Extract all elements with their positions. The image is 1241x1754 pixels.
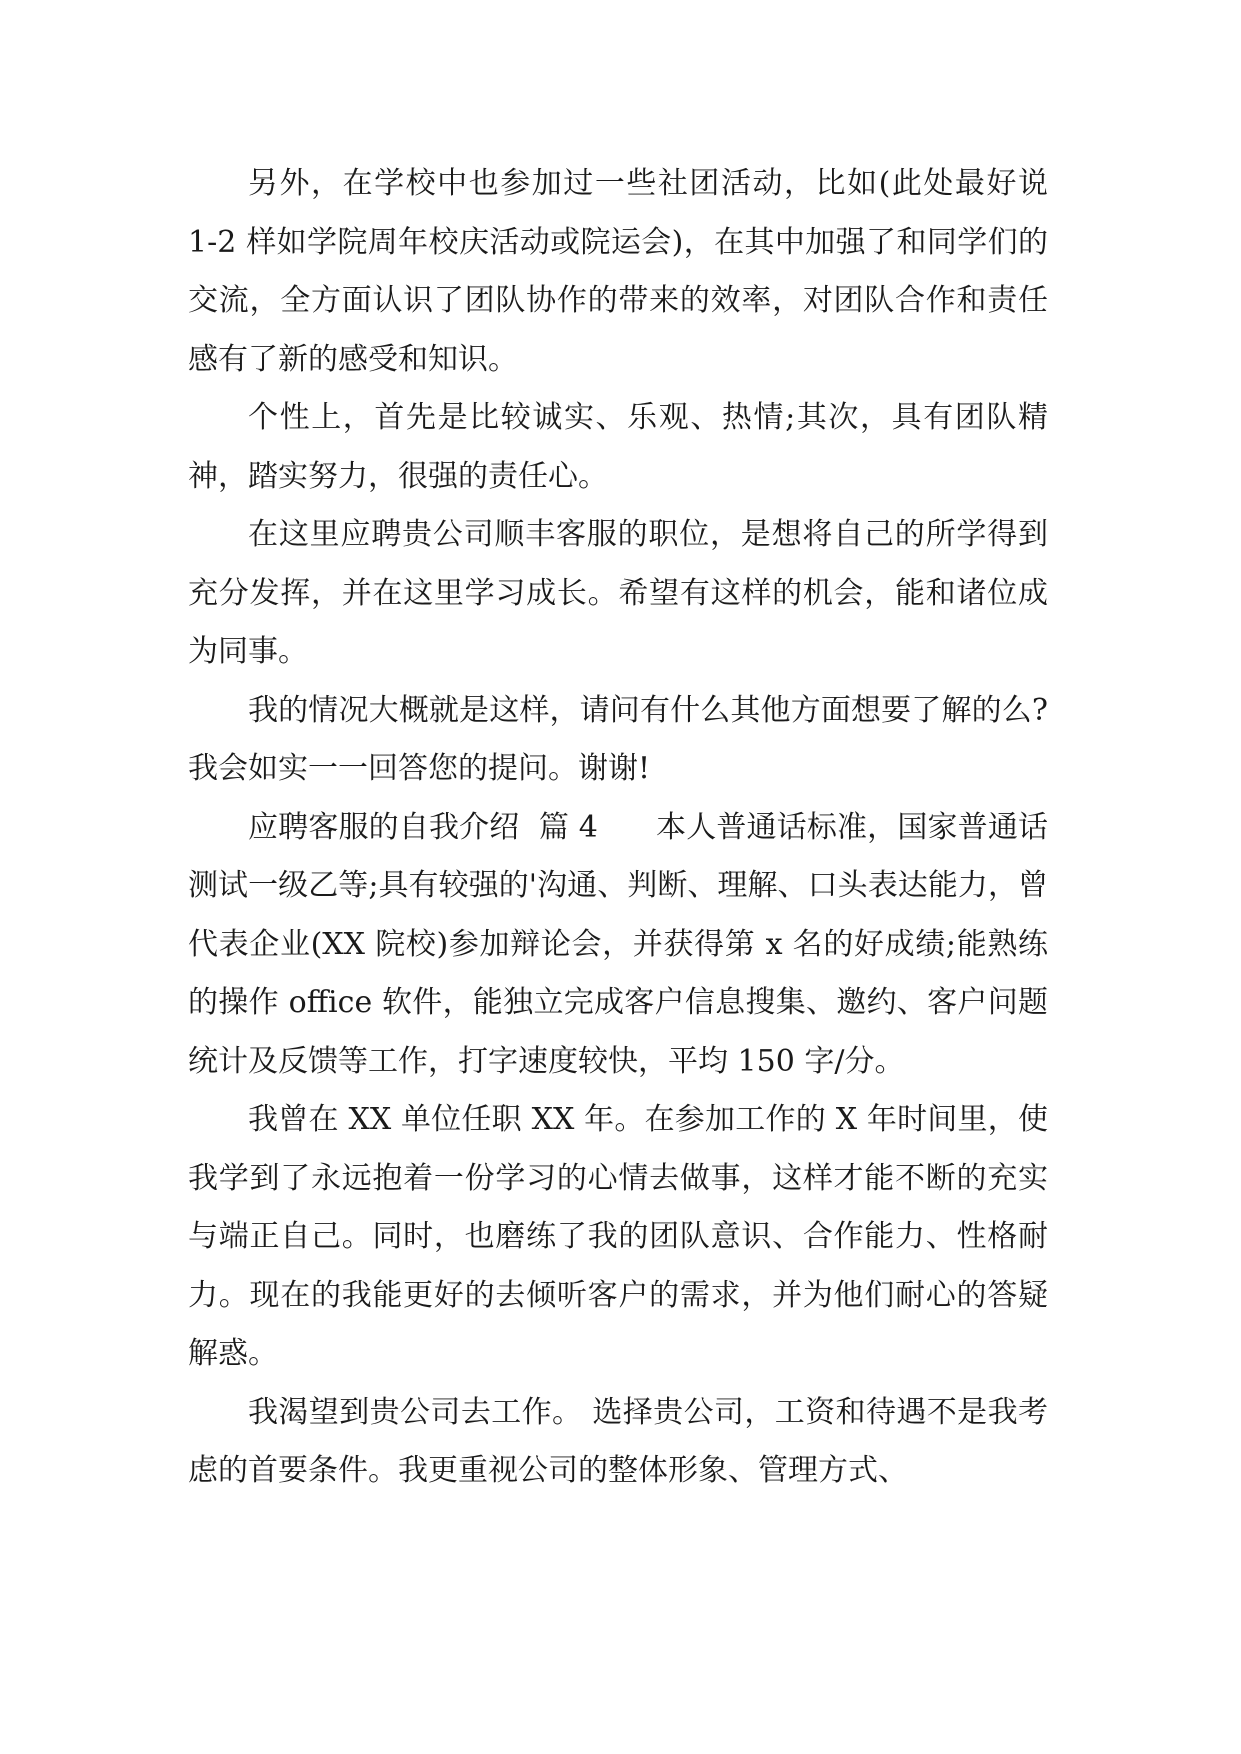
paragraph-motivation: 我渴望到贵公司去工作。 选择贵公司，工资和待遇不是我考虑的首要条件。我更重视公司的整体形象、管理方式、	[188, 1394, 1048, 1488]
paragraph-personality: 个性上，首先是比较诚实、乐观、热情;其次，具有团队精神，踏实努力，很强的责任心。	[188, 400, 1048, 494]
document-body	[188, 155, 1058, 1501]
paragraph-closing-thanks: 我的情况大概就是这样，请问有什么其他方面想要了解的么?我会如实一一回答您的提问。谢谢!	[188, 692, 1048, 786]
paragraph-section-4-skills: 应聘客服的自我介绍 篇 4 本人普通话标准，国家普通话测试一级乙等;具有较强的'沟通、判断、理解、口头表达能力，曾代表企业(XX 院校)参加辩论会，并获得第 x 名的好成绩;能熟练的操作 office 软件，能独立完成客户信息搜集、邀约、客户问题统计及反馈等工作，打字速度较快，平均 150 字/分。	[188, 809, 1048, 1079]
paragraph-work-experience: 我曾在 XX 单位任职 XX 年。在参加工作的 X 年时间里，使我学到了永远抱着一份学习的心情去做事，这样才能不断的充实与端正自己。同时，也磨练了我的团队意识、合作能力、性格耐力。现在的我能更好的去倾听客户的需求，并为他们耐心的答疑解惑。	[188, 1102, 1048, 1371]
paragraph-club-activities: 另外，在学校中也参加过一些社团活动，比如(此处最好说 1-2 样如学院周年校庆活动或院运会)，在其中加强了和同学们的交流，全方面认识了团队协作的带来的效率，对团队合作和责任感有了新的感受和知识。	[188, 166, 1058, 377]
paragraph-position-applied: 在这里应聘贵公司顺丰客服的职位，是想将自己的所学得到充分发挥，并在这里学习成长。希望有这样的机会，能和诸位成为同事。	[188, 517, 1048, 669]
